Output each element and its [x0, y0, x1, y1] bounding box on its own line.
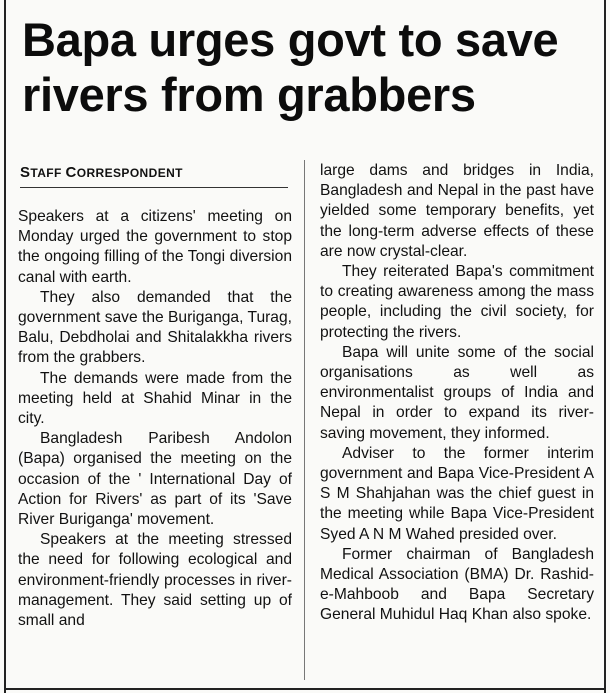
paragraph: Adviser to the former interim government and Bapa Vice-President A S M Shahjahan was the chief guest in the meeting while Bapa Vice-President Syed A N M Wahed presided over. — [320, 444, 594, 543]
paragraph: The demands were made from the meeting held at Shahid Minar in the city. — [18, 369, 292, 428]
clipping-border-bottom — [4, 688, 606, 690]
byline-text-2: ORRESPONDENT — [76, 166, 183, 180]
byline-initial-2: C — [65, 164, 77, 181]
headline: Bapa urges govt to save rivers from grabbers — [22, 13, 559, 121]
article-column-1 — [18, 207, 292, 631]
paragraph: Bapa will unite some of the social organisations as well as environmentalist groups of India and Nepal in order to expand its river-saving movement, they informed. — [320, 343, 594, 442]
paragraph: large dams and bridges in India, Bangladesh and Nepal in the past have yielded some temporary benefits, yet the long-term adverse effects of these are now crystal-clear. — [320, 162, 594, 260]
byline — [20, 164, 288, 188]
byline-text-1: TAFF — [30, 166, 66, 180]
clipping-border-left — [4, 0, 6, 693]
paragraph: Speakers at a citizens' meeting on Monday urged the government to stop the ongoing filling of the Tongi diversion canal with earth. — [18, 208, 292, 286]
article-column-2 — [320, 161, 594, 626]
column-divider — [304, 160, 305, 680]
paragraph: Speakers at the meeting stressed the need for following ecological and environment-friendly processes in river-management. They said setting up of small and — [18, 531, 292, 630]
paragraph: They also demanded that the government save the Buriganga, Turag, Balu, Debdholai and Shitalakkha rivers from the grabbers. — [18, 288, 292, 367]
paragraph: They reiterated Bapa's commitment to creating awareness among the mass people, including the civil society, for protecting the rivers. — [320, 263, 594, 341]
paragraph: Former chairman of Bangladesh Medical Association (BMA) Dr. Rashid-e-Mahboob and Bapa Secretary General Muhidul Haq Khan also spoke. — [320, 545, 594, 624]
byline-initial-1: S — [20, 164, 31, 181]
clipping-border-right — [604, 0, 606, 693]
paragraph: Bangladesh Paribesh Andolon (Bapa) organised the meeting on the occasion of the ' International Day of Action for Rivers' as part of its 'Save River Buriganga' movement. — [18, 430, 292, 529]
